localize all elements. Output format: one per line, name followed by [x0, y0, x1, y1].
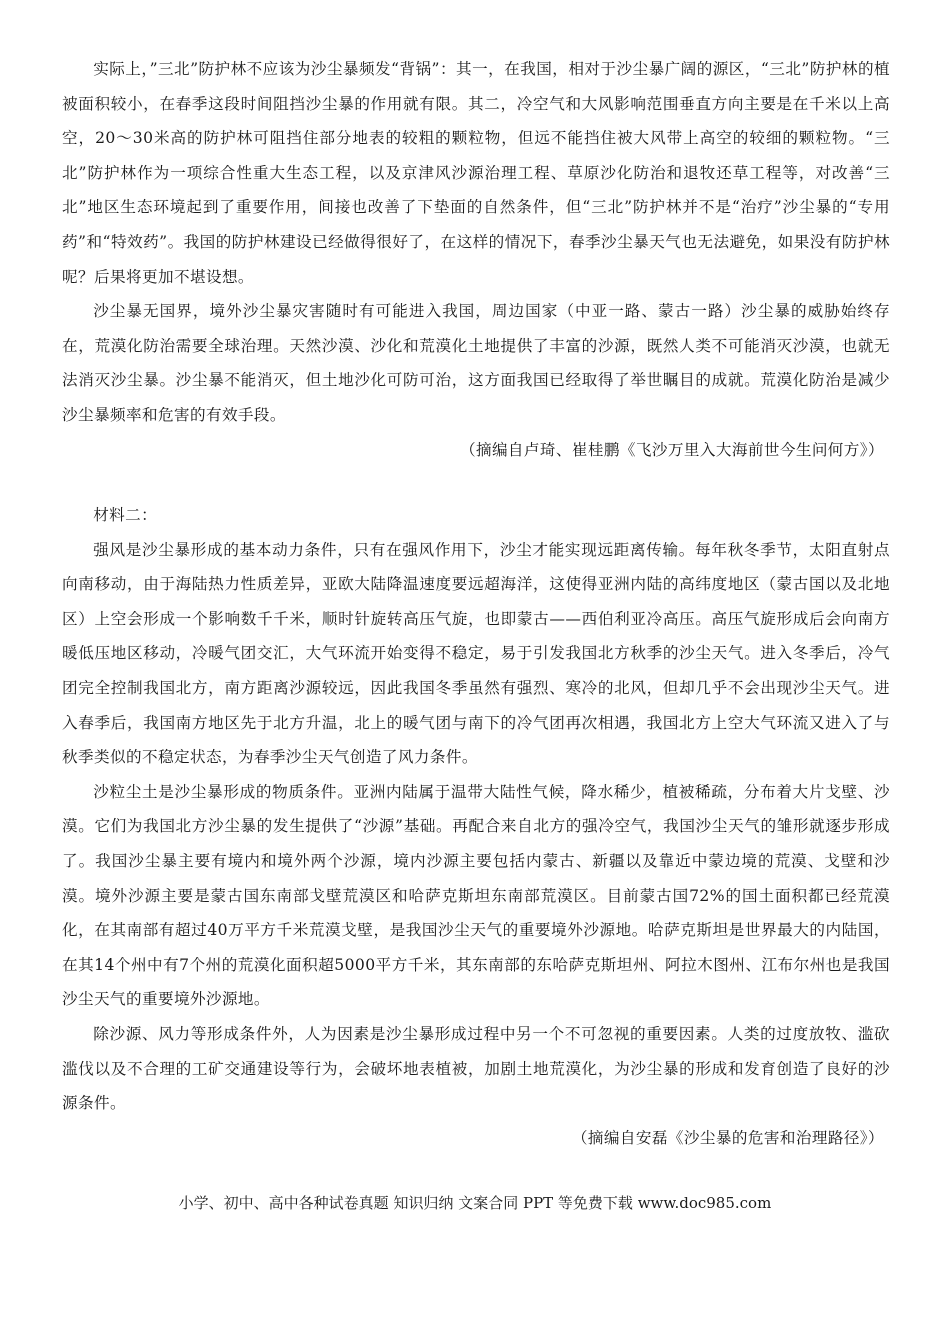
- source-citation-one: （摘编自卢琦、崔桂鹏《飞沙万里入大海前世今生问何方》）: [459, 440, 884, 459]
- material-two-label: 材料二：: [93, 506, 158, 524]
- paragraph-human-factors: 除沙源、风力等形成条件外，人为因素是沙尘暴形成过程中另一个不可忽视的重要因素。人类的过度放牧、滥砍滥伐以及不合理的工矿交通建设等行为，会破坏地表植被，加剧土地荒漠化，为沙尘暴的形成和发育创造了良好的沙源条件。: [62, 1024, 890, 1113]
- source-citation-two: （摘编自安磊《沙尘暴的危害和治理路径》）: [571, 1128, 884, 1147]
- paragraph-three-north: 实际上，”三北”防护林不应该为沙尘暴频发“背锅”：其一，在我国，相对于沙尘暴广阔的源区，“三北”防护林的植被面积较小，在春季这段时间阻挡沙尘暴的作用就有限。其二，冷空气和大风影响范围垂直方向主要是在千米以上高空，20～30米高的防护林可阻挡住部分地表的较粗的颗粒物，但远不能挡住被大风带上高空的较细的颗粒物。“三北”防护林作为一项综合性重大生态工程，以及京津风沙源治理工程、草原沙化防治和退牧还草工程等，对改善“三北”地区生态环境起到了重要作用，间接也改善了下垫面的自然条件，但“三北”防护林并不是“治疗”沙尘暴的“专用药”和“特效药”。我国的防护林建设已经做得很好了，在这样的情况下，春季沙尘暴天气也无法避免，如果没有防护林呢？后果将更加不堪设想。: [62, 60, 890, 286]
- paragraph-no-borders: 沙尘暴无国界，境外沙尘暴灾害随时有可能进入我国，周边国家（中亚一路、蒙古一路）沙尘暴的威胁始终存在，荒漠化防治需要全球治理。天然沙漠、沙化和荒漠化土地提供了丰富的沙源，既然人类不可能消灭沙漠，也就无法消灭沙尘暴。沙尘暴不能消灭，但土地沙化可防可治，这方面我国已经取得了举世瞩目的成就。荒漠化防治是减少沙尘暴频率和危害的有效手段。: [62, 302, 890, 424]
- paragraph-sand-source: 沙粒尘土是沙尘暴形成的物质条件。亚洲内陆属于温带大陆性气候，降水稀少，植被稀疏，分布着大片戈壁、沙漠。它们为我国北方沙尘暴的发生提供了“沙源”基础。再配合来自北方的强冷空气，我国沙尘天气的雏形就逐步形成了。我国沙尘暴主要有境内和境外两个沙源，境内沙源主要包括内蒙古、新疆以及靠近中蒙边境的荒漠、戈壁和沙漠。境外沙源主要是蒙古国东南部戈壁荒漠区和哈萨克斯坦东南部荒漠区。目前蒙古国72%的国土面积都已经荒漠化，在其南部有超过40万平方千米荒漠戈壁，是我国沙尘天气的重要境外沙源地。哈萨克斯坦是世界最大的内陆国，在其14个州中有7个州的荒漠化面积超5000平方千米，其东南部的东哈萨克斯坦州、阿拉木图州、江布尔州也是我国沙尘天气的重要境外沙源地。: [62, 782, 890, 1009]
- page-footer: 小学、初中、高中各种试卷真题 知识归纳 文案合同 PPT 等免费下载 www.doc985.com: [178, 1194, 772, 1212]
- material-two: [62, 498, 890, 1155]
- paragraph-wind-conditions: 强风是沙尘暴形成的基本动力条件，只有在强风作用下，沙尘才能实现远距离传输。每年秋冬季节，太阳直射点向南移动，由于海陆热力性质差异，亚欧大陆降温速度要远超海洋，这使得亚洲内陆的高纬度地区（蒙古国以及北地区）上空会形成一个影响数千千米，顺时针旋转高压气旋，也即蒙古——西伯利亚冷高压。高压气旋形成后会向南方暖低压地区移动，冷暖气团交汇，大气环流开始变得不稳定，易于引发我国北方秋季的沙尘天气。进入冬季后，冷气团完全控制我国北方，南方距离沙源较远，因此我国冬季虽然有强烈、寒冷的北风，但却几乎不会出现沙尘天气。进入春季后，我国南方地区先于北方升温，北上的暖气团与南下的冷气团再次相遇，我国北方上空大气环流又进入了与秋季类似的不稳定状态，为春季沙尘天气创造了风力条件。: [62, 540, 890, 767]
- material-one-continued: [62, 52, 890, 467]
